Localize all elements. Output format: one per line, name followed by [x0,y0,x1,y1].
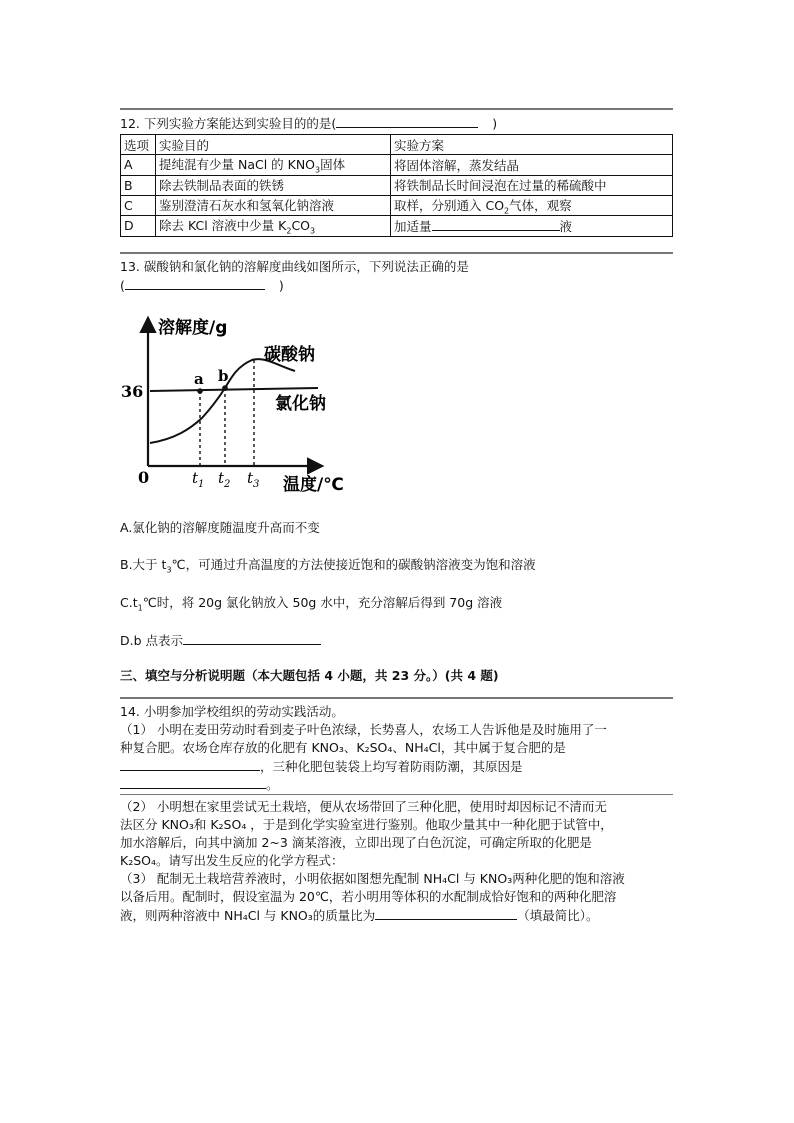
tick-t2: $t_2$ [218,469,231,490]
q14-reason-blank[interactable] [120,776,266,789]
x-axis-label: 温度/℃ [283,475,344,495]
row-option: C [121,195,156,216]
q14-part2-line2: 法区分 KNO₃和 K₂SO₄ ，于是到化学实验室进行鉴别。他取少量其中一种化肥于试管中， [120,817,613,832]
tick-t1: $t_1$ [192,469,205,490]
row-plan: 将固体溶解，蒸发结晶 [391,155,673,176]
q13-option-a: A.氯化钠的溶解度随温度升高而不变 [120,520,320,535]
row-purpose: 除去 KCl 溶液中少量 $K_2CO_3$ [156,216,391,237]
q12-table [120,134,673,237]
q12-answer-blank[interactable] [336,115,478,128]
q14-part3-line2: 以备后用。配制时，假设室温为 20℃，若小明用等体积的水配制成恰好饱和的两种化肥溶 [120,889,617,904]
point-a-marker [197,388,203,394]
row-option: D [121,216,156,237]
q14-part2-line4: K₂SO₄。请写出发生反应的化学方程式： [120,853,344,868]
q14-part1-line1: （1） 小明在麦田劳动时看到麦子叶色浓绿，长势喜人，农场工人告诉他是及时施用了一 [120,722,607,737]
header-option: 选项 [121,135,156,155]
q14-part2-line1: （2） 小明想在家里尝试无土栽培，便从农场带回了三种化肥，使用时却因标记不清而无 [120,799,607,814]
table-row [121,175,673,195]
row-option: A [121,155,156,176]
row-plan: 将铁制品长时间浸泡在过量的稀硫酸中 [391,175,673,195]
rule-q12-top [120,108,673,110]
row-purpose: 提纯混有少量 NaCl 的 $KNO_3$固体 [156,155,391,176]
rule-q14-top [120,697,673,699]
origin-label: 0 [138,468,150,487]
rule-q14-part2 [120,794,673,795]
q14-part3-line1: （3） 配制无土栽培营养液时，小明依据如图想先配制 NH₄Cl 与 KNO₃两种化肥的饱和溶液 [120,871,625,886]
q13-option-b: B.大于 $t_3℃$，可通过升高温度的方法使接近饱和的碳酸钠溶液变为饱和溶液 [120,557,536,575]
table-header-row [121,135,673,155]
y-tick-36: 36 [121,382,144,401]
tick-t3: $t_3$ [247,469,260,490]
q13-stem: 13. 碳酸钠和氯化钠的溶解度曲线如图所示，下列说法正确的是 [120,259,469,274]
point-b-marker [222,385,228,391]
q13-option-d: D.b 点表示 [120,632,321,649]
q13-answer-line: ( ) [120,278,284,293]
q14-part2-line3: 加水溶解后，向其中滴加 2~3 滴某溶液，立即出现了白色沉淀，可确定所取的化肥是 [120,835,592,850]
y-axis-label: 溶解度/g [158,318,228,338]
rule-q13-top [120,252,673,254]
q14-mass-ratio-blank[interactable] [375,907,517,920]
table-row [121,195,673,216]
q14-compound-fertilizer-blank[interactable] [120,758,260,771]
solubility-chart [120,314,355,496]
row-purpose: 鉴别澄清石灰水和氢氧化钠溶液 [156,195,391,216]
q14-part1-line2: 种复合肥。农场仓库存放的化肥有 KNO₃、K₂SO₄、NH₄Cl，其中属于复合肥的是 [120,740,566,755]
section-heading: 三、填空与分析说明题（本大题包括 4 小题，共 23 分。）(共 4 题) [120,668,499,683]
q13-answer-blank[interactable] [125,277,265,290]
point-b-label: b [218,367,229,385]
header-purpose: 实验目的 [156,135,391,155]
series-label-nacl: 氯化钠 [275,394,326,414]
series-label-na2co3: 碳酸钠 [264,345,315,365]
q12-d-blank[interactable] [432,218,560,231]
table-row [121,216,673,237]
nacl-curve [150,388,318,391]
row-purpose: 除去铁制品表面的铁锈 [156,175,391,195]
q12-stem: 12. 下列实验方案能达到实验目的的是( ) [120,116,498,131]
row-option: B [121,175,156,195]
point-a-label: a [194,370,204,388]
q13-d-blank[interactable] [183,632,321,645]
row-plan: 取样，分别通入 $CO_2$气体，观察 [391,195,673,216]
row-plan: 加适量 液 [391,216,673,237]
q14-part3-line3: 液，则两种溶液中 NH₄Cl 与 KNO₃的质量比为 （填最简比）。 [120,908,599,923]
q14-part1-line4: 。 [120,776,279,793]
q14-stem: 14. 小明参加学校组织的劳动实践活动。 [120,704,344,719]
q14-part1-line3: ，三种化肥包装袋上均写着防雨防潮，其原因是 [120,758,523,775]
table-row [121,155,673,176]
header-plan: 实验方案 [391,135,673,155]
q13-option-c: $C.t_1℃$时，将 20g 氯化钠放入 50g 水中，充分溶解后得到 70g 溶液 [120,595,503,613]
